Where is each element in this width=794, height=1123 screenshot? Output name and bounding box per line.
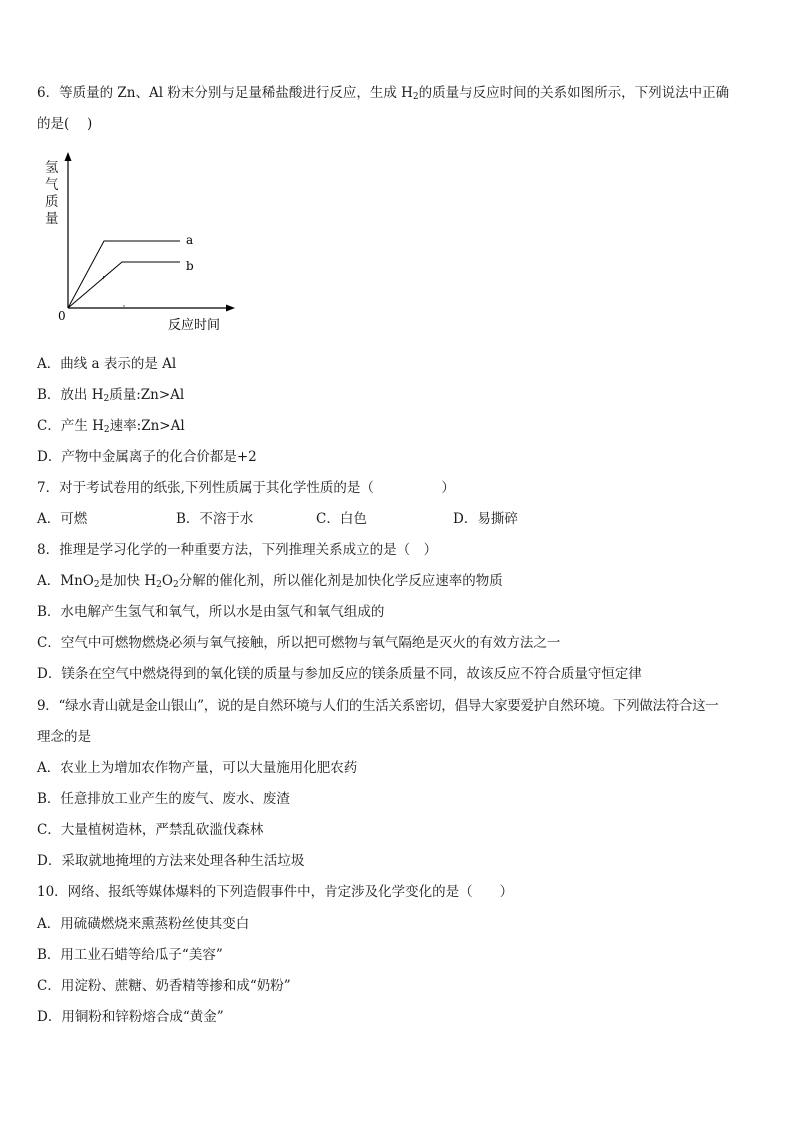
- q6-option-b: [37, 386, 758, 404]
- curve-tick-mark: [103, 276, 104, 279]
- graph-svg: [40, 148, 250, 338]
- option-subscript: 2: [103, 425, 110, 435]
- q9-option-a: A．农业上为增加农作物产量，可以大量施用化肥农药: [37, 760, 358, 776]
- option-text: C．产生 H: [37, 418, 104, 434]
- option-subscript: 2: [93, 580, 100, 590]
- curve-a-label: a: [186, 233, 194, 247]
- q7-option-d: D．易撕碎: [453, 511, 518, 527]
- q6-option-d: [37, 448, 758, 466]
- q6-stem-text-part2: 的质量与反应时间的关系如图所示，下列说法中正确: [418, 85, 730, 101]
- x-axis-label: 反应时间: [168, 318, 221, 333]
- q10-option-d: D．用铜粉和锌粉熔合成“黄金”: [37, 1009, 224, 1025]
- ylabel-char: 质: [45, 194, 59, 210]
- q6-option-a: [37, 355, 758, 373]
- q6-option-c: [37, 417, 758, 435]
- option-subscript: 2: [156, 580, 162, 590]
- curve-a: [68, 241, 180, 308]
- q6-stem-text-part1: 6．等质量的 Zn、Al 粉末分别与足量稀盐酸进行反应，生成 H: [37, 85, 413, 101]
- option-text: A．曲线 a 表示的是 Al: [37, 356, 177, 372]
- x-axis-arrow: [226, 305, 235, 312]
- option-text: O: [161, 573, 173, 589]
- q8-stem: 8．推理是学习化学的一种重要方法，下列推理关系成立的是（ ）: [37, 542, 438, 558]
- q10-option-c: C．用淀粉、蔗糖、奶香精等掺和成“奶粉”: [37, 978, 291, 994]
- q9-stem-line2: 理念的是: [37, 729, 91, 745]
- q8-option-c: C．空气中可燃物燃烧必须与氧气接触，所以把可燃物与氧气隔绝是灭火的有效方法之一: [37, 635, 561, 651]
- option-subscript: 2: [103, 394, 110, 404]
- q10-option-a: A．用硫磺燃烧来熏蒸粉丝使其变白: [37, 916, 250, 932]
- origin-label: 0: [58, 309, 66, 323]
- q10-stem: 10．网络、报纸等媒体爆料的下列造假事件中，肯定涉及化学变化的是（ ）: [37, 884, 514, 900]
- q9-option-d: D．采取就地掩埋的方法来处理各种生活垃圾: [37, 853, 305, 869]
- option-text-rest: 质量:Zn>Al: [109, 387, 185, 403]
- option-text: B．放出 H: [37, 387, 104, 403]
- ylabel-char: 氢: [45, 160, 59, 176]
- option-text: 分解的催化剂，所以催化剂是加快化学反应速率的物质: [178, 573, 503, 589]
- y-axis-arrow: [65, 152, 72, 161]
- q7-option-c: C．白色: [316, 511, 367, 527]
- q6-stem-line1: [37, 84, 758, 102]
- option-text: A．MnO: [37, 573, 94, 589]
- ylabel-char: 量: [45, 211, 59, 227]
- q8-option-b: B．水电解产生氢气和氧气，所以水是由氢气和氧气组成的: [37, 604, 385, 620]
- q7-option-b: B．不溶于水: [176, 511, 254, 527]
- ylabel-char: 气: [45, 177, 59, 193]
- option-text: 是加快 H: [99, 573, 157, 589]
- q9-stem-line1: 9．“绿水青山就是金山银山”，说的是自然环境与人们的生活关系密切，倡导大家要爱护自然环境。下列做法符合这一: [37, 698, 719, 714]
- q8-option-a: [37, 572, 758, 590]
- q9-option-c: C．大量植树造林，严禁乱砍滥伐森林: [37, 822, 264, 838]
- q6-stem-subscript: 2: [412, 92, 419, 102]
- option-text-rest: 速率:Zn>Al: [109, 418, 185, 434]
- q6-stem-line2: 的是( ): [37, 116, 93, 132]
- option-subscript: 2: [172, 580, 179, 590]
- q9-option-b: B．任意排放工业产生的废气、废水、废渣: [37, 791, 290, 807]
- q10-option-b: B．用工业石蜡等给瓜子“美容”: [37, 947, 223, 963]
- option-text: D．产物中金属离子的化合价都是+2: [37, 449, 257, 465]
- curve-b-label: b: [186, 259, 194, 273]
- q7-stem: 7．对于考试卷用的纸张,下列性质属于其化学性质的是（ ）: [37, 480, 455, 496]
- q7-option-a: A．可燃: [37, 511, 88, 527]
- curve-b: [68, 262, 180, 308]
- q8-option-d: D．镁条在空气中燃烧得到的氧化镁的质量与参加反应的镁条质量不同，故该反应不符合质量守恒定律: [37, 666, 642, 682]
